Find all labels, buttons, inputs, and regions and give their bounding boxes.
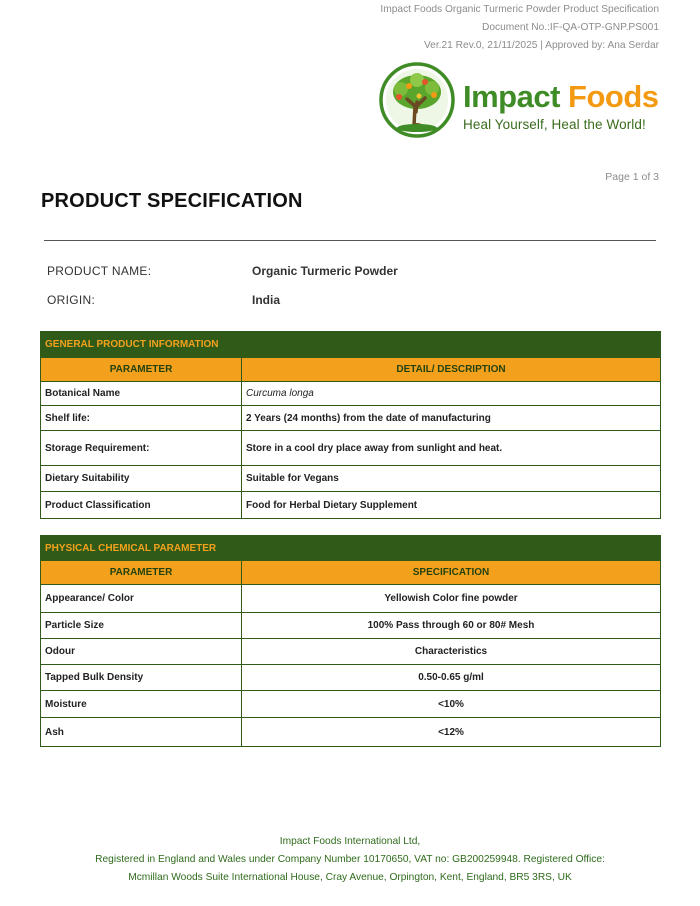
row-parameter: Botanical Name	[41, 382, 242, 406]
row-parameter: Product Classification	[41, 492, 242, 519]
row-parameter: Moisture	[41, 691, 242, 718]
physical-chemical-title: PHYSICAL CHEMICAL PARAMETER	[41, 536, 661, 561]
table-row	[41, 382, 661, 406]
column-header-parameter: PARAMETER	[41, 358, 242, 382]
document-header-meta	[380, 1, 659, 55]
company-logo	[379, 62, 669, 144]
origin-value: India	[252, 293, 281, 307]
logo-word-impact: Impact	[463, 79, 560, 114]
general-info-section-header	[41, 332, 661, 358]
row-value: 0.50-0.65 g/ml	[242, 665, 661, 691]
product-name-value: Organic Turmeric Powder	[252, 264, 398, 278]
table-row	[41, 466, 661, 492]
row-value: Characteristics	[242, 639, 661, 665]
title-divider	[44, 240, 656, 241]
table-row	[41, 431, 661, 466]
product-name-label: PRODUCT NAME:	[47, 264, 152, 278]
row-value: 2 Years (24 months) from the date of manufacturing	[242, 406, 661, 431]
row-parameter: Dietary Suitability	[41, 466, 242, 492]
physical-chemical-section-header	[41, 536, 661, 561]
row-value: Food for Herbal Dietary Supplement	[242, 492, 661, 519]
footer-company-name: Impact Foods International Ltd,	[279, 836, 421, 847]
row-parameter: Appearance/ Color	[41, 585, 242, 613]
origin-label: ORIGIN:	[47, 293, 96, 307]
tree-icon	[379, 62, 457, 144]
row-value: Suitable for Vegans	[242, 466, 661, 492]
row-parameter: Odour	[41, 639, 242, 665]
table-row	[41, 665, 661, 691]
row-parameter: Shelf life:	[41, 406, 242, 431]
row-value: Curcuma longa	[242, 382, 661, 406]
document-version: Ver.21 Rev.0, 21/11/2025 | Approved by: Ana Serdar	[423, 40, 659, 51]
column-header-detail: DETAIL/ DESCRIPTION	[242, 358, 661, 382]
column-header-parameter: PARAMETER	[41, 561, 242, 585]
table-row	[41, 492, 661, 519]
table-row	[41, 406, 661, 431]
table-row	[41, 613, 661, 639]
column-header-specification: SPECIFICATION	[242, 561, 661, 585]
physical-chemical-table	[40, 535, 661, 747]
row-value: Store in a cool dry place away from sunlight and heat.	[242, 431, 661, 466]
row-value: Yellowish Color fine powder	[242, 585, 661, 613]
table-row	[41, 585, 661, 613]
table-row	[41, 718, 661, 747]
company-footer	[0, 833, 700, 887]
general-info-title: GENERAL PRODUCT INFORMATION	[41, 332, 661, 358]
physical-chemical-column-header	[41, 561, 661, 585]
general-info-column-header	[41, 358, 661, 382]
logo-word-foods: Foods	[568, 79, 659, 114]
footer-registration: Registered in England and Wales under Company Number 10170650, VAT no: GB200259948. Registered Office:	[95, 854, 605, 865]
document-title-line: Impact Foods Organic Turmeric Powder Product Specification	[380, 4, 659, 15]
table-row	[41, 639, 661, 665]
table-row	[41, 691, 661, 718]
footer-address: Mcmillan Woods Suite International House, Cray Avenue, Orpington, Kent, England, BR5 3RS, UK	[128, 872, 572, 883]
general-info-table	[40, 331, 661, 519]
row-value: <12%	[242, 718, 661, 747]
page-number: Page 1 of 3	[605, 171, 659, 183]
document-number: Document No.:IF-QA-OTP-GNP.PS001	[481, 22, 659, 33]
logo-tagline: Heal Yourself, Heal the World!	[463, 117, 646, 132]
row-value: 100% Pass through 60 or 80# Mesh	[242, 613, 661, 639]
row-parameter: Ash	[41, 718, 242, 747]
page-title: PRODUCT SPECIFICATION	[41, 190, 303, 212]
row-parameter: Tapped Bulk Density	[41, 665, 242, 691]
row-value: <10%	[242, 691, 661, 718]
logo-wordmark	[463, 79, 659, 115]
row-parameter: Storage Requirement:	[41, 431, 242, 466]
row-parameter: Particle Size	[41, 613, 242, 639]
